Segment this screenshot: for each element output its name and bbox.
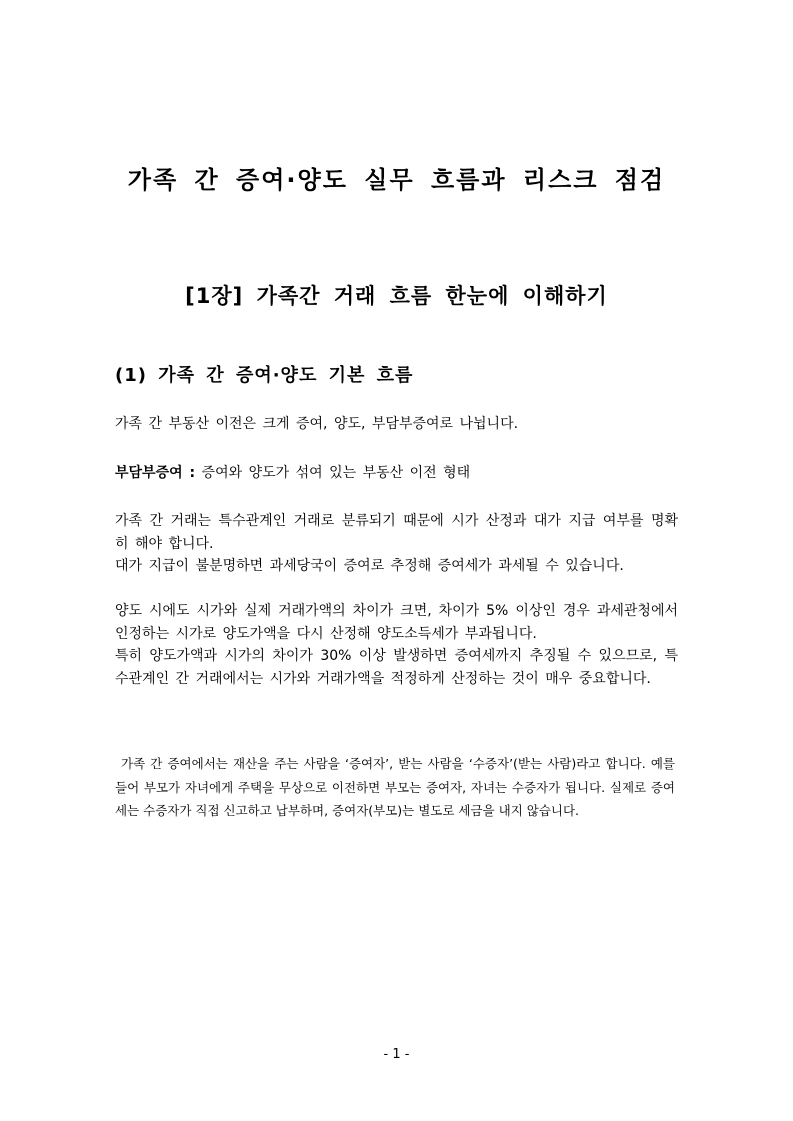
intro-paragraph: 가족 간 부동산 이전은 크게 증여, 양도, 부담부증여로 나뉩니다. (115, 416, 519, 432)
chapter-title: [1장] 가족간 거래 흐름 한눈에 이해하기 (185, 284, 608, 308)
section-title: (1) 가족 간 증여·양도 기본 흐름 (115, 365, 414, 386)
related-party-line-1: 가족 간 거래는 특수관계인 거래로 분류되기 때문에 시가 산정과 대가 지급 여부를 명확히 해야 합니다. (115, 513, 678, 552)
transfer-price-paragraph (115, 600, 678, 690)
donor-donee-note: 가족 간 증여에서는 재산을 주는 사람을 ‘증여자’, 받는 사람을 ‘수증자’(받는 사람)라고 합니다. 예를 들어 부모가 자녀에게 주택을 무상으로 이전하면 부모는 증여자, 자녀는 수증자가 됩니다. 실제로 증여세는 수증자가 직접 신고하고 납부하며, 증여자(부모)는 별도로 세금을 내지 않습니다. (115, 756, 675, 818)
page-number: - 1 - (383, 1047, 410, 1062)
definition-term: 부담부증여 : (115, 465, 196, 481)
related-party-paragraph (115, 510, 678, 578)
related-party-line-2: 대가 지급이 불분명하면 과세당국이 증여로 추정해 증여세가 과세될 수 있습니다. (115, 558, 624, 574)
document-title: 가족 간 증여·양도 실무 흐름과 리스크 점검 (127, 166, 666, 194)
definition-paragraph (115, 462, 470, 485)
transfer-price-line-1: 양도 시에도 시가와 실제 거래가액의 차이가 크면, 차이가 5% 이상인 경우 과세관청에서 인정하는 시가로 양도가액을 다시 산정해 양도소득세가 부과됩니다. (115, 603, 678, 642)
transfer-price-line-2: 특히 양도가액과 시가의 차이가 30% 이상 발생하면 증여세까지 추징될 수 있으므로, 특수관계인 간 거래에서는 시가와 거래가액을 적정하게 산정하는 것이 매우 중요합니다. (115, 648, 678, 687)
definition-text: 증여와 양도가 섞여 있는 부동산 이전 형태 (195, 465, 471, 481)
